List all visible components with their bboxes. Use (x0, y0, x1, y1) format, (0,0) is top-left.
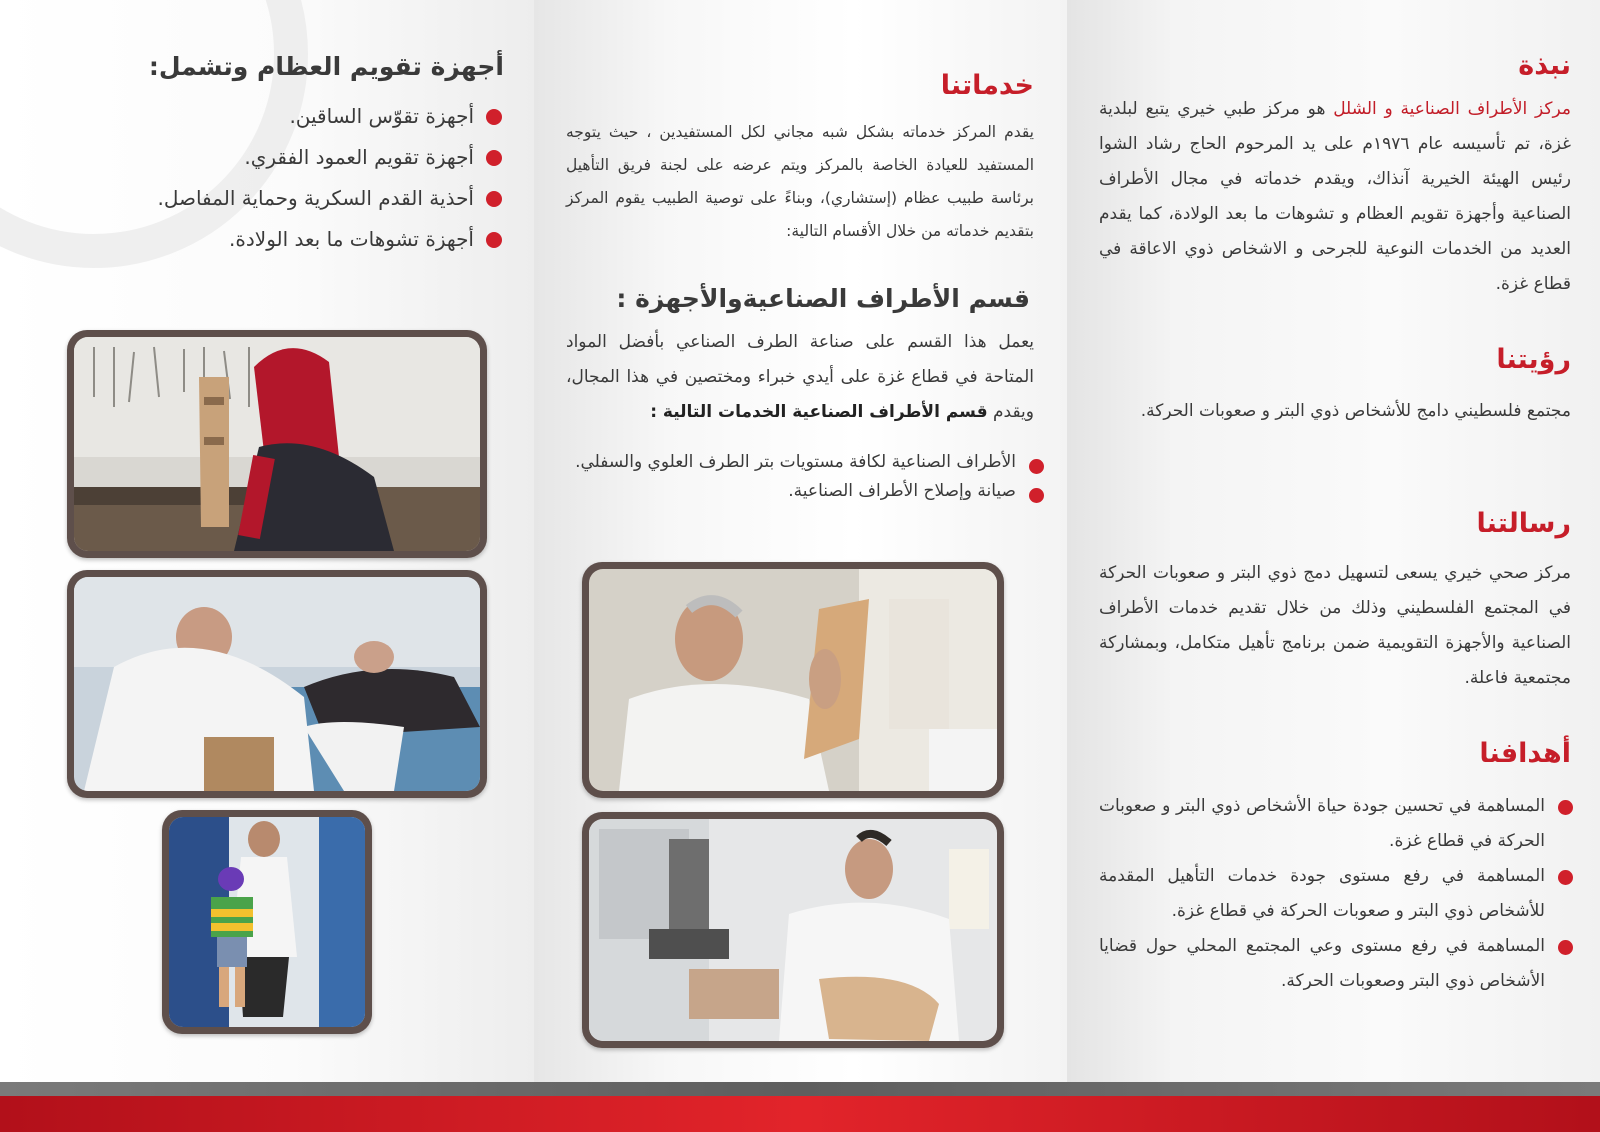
prosthetics-dept-text (566, 325, 1034, 430)
goal-item: المساهمة في رفع مستوى وعي المجتمع المحلي حول قضايا الأشخاص ذوي البتر وصعوبات الحركة. (1099, 929, 1575, 999)
services-text: يقدم المركز خدماته بشكل شبه مجاني لكل المستفيدين ، حيث يتوجه المستفيد للعيادة الخاصة بالمركز ويتم عرضه على لجنة فريق التأهيل برئاسة طبيب عظام (إستشاري)، وبناءً على توصية الطبيب يقوم المركز بتقديم خدماته من خلال الأقسام التالية: (566, 123, 1034, 240)
orthotics-item: أجهزة تقوّس الساقين. (90, 96, 504, 137)
footer-red-band (0, 1096, 1600, 1132)
goals-title: أهدافنا (1479, 738, 1571, 769)
orthotics-item: أجهزة تشوهات ما بعد الولادة. (90, 219, 504, 260)
left-panel (0, 0, 534, 1086)
goal-item: المساهمة في رفع مستوى جودة خدمات التأهيل المقدمة للأشخاص ذوي البتر و صعوبات الحركة في قطاع غزة. (1099, 859, 1575, 929)
photo-child-walking (162, 810, 372, 1034)
mission-text: مركز صحي خيري يسعى لتسهيل دمج ذوي البتر و صعوبات الحركة في المجتمع الفلسطيني وذلك من خلال تقديم خدمات الأطراف الصناعية والأجهزة التقويمية ضمن برنامج تأهيل متكامل، وبمشاركة مجتمعية فاعلة. (1099, 563, 1571, 688)
photo-technician-prosthetic-arm (582, 562, 1004, 798)
prosthetics-service-item: الأطراف الصناعية لكافة مستويات بتر الطرف العلوي والسفلي. (566, 448, 1046, 477)
goal-item: المساهمة في تحسين جودة حياة الأشخاص ذوي البتر و صعوبات الحركة في قطاع غزة. (1099, 789, 1575, 859)
dept-text-bold: قسم الأطراف الصناعية الخدمات التالية : (650, 402, 988, 422)
prosthetics-services-list (566, 448, 1046, 506)
dept-text-regular: يعمل هذا القسم على صناعة الطرف الصناعي بأفضل المواد المتاحة في قطاع غزة على أيدي خبراء ومختصين في هذا المجال، ويقدم (566, 332, 1034, 422)
goals-list (1099, 789, 1575, 999)
services-title: خدماتنا (940, 70, 1034, 101)
prosthetics-service-item: صيانة وإصلاح الأطراف الصناعية. (566, 477, 1046, 506)
vision-title: رؤيتنا (1496, 344, 1571, 375)
middle-panel (534, 0, 1067, 1086)
footer-grey-stripe (0, 1082, 1600, 1096)
mission-title: رسالتنا (1476, 508, 1571, 539)
orthotics-title: أجهزة تقويم العظام وتشمل: (148, 52, 504, 81)
orthotics-item: أحذية القدم السكرية وحماية المفاصل. (90, 178, 504, 219)
about-text (1099, 92, 1571, 302)
orthotics-list (90, 96, 504, 260)
about-title: نبذة (1518, 50, 1571, 81)
right-panel (1067, 0, 1600, 1086)
orthotics-item: أجهزة تقويم العمود الفقري. (90, 137, 504, 178)
about-text-body: هو مركز طبي خيري يتبع لبلدية غزة، تم تأسيسه عام ١٩٧٦م على يد المرحوم الحاج رشاد الشوا رئيس الهيئة الخيرية آنذاك، ويقدم خدماته في مجال الأطراف الصناعية وأجهزة تقويم العظام و تشوهات ما بعد الولادة، كما يقدم العديد من الخدمات النوعية للجرحى و الاشخاص ذوي الاعاقة في قطاع غزة. (1099, 99, 1571, 294)
vision-text: مجتمع فلسطيني دامج للأشخاص ذوي البتر و صعوبات الحركة. (1140, 401, 1571, 421)
photo-doctor-fitting-child (67, 570, 487, 798)
photo-technician-brace (67, 330, 487, 558)
center-name-highlight: مركز الأطراف الصناعية و الشلل (1333, 99, 1571, 119)
prosthetics-dept-title: قسم الأطراف الصناعيةوالأجهزة : (616, 284, 1030, 313)
photo-technician-drilling (582, 812, 1004, 1048)
